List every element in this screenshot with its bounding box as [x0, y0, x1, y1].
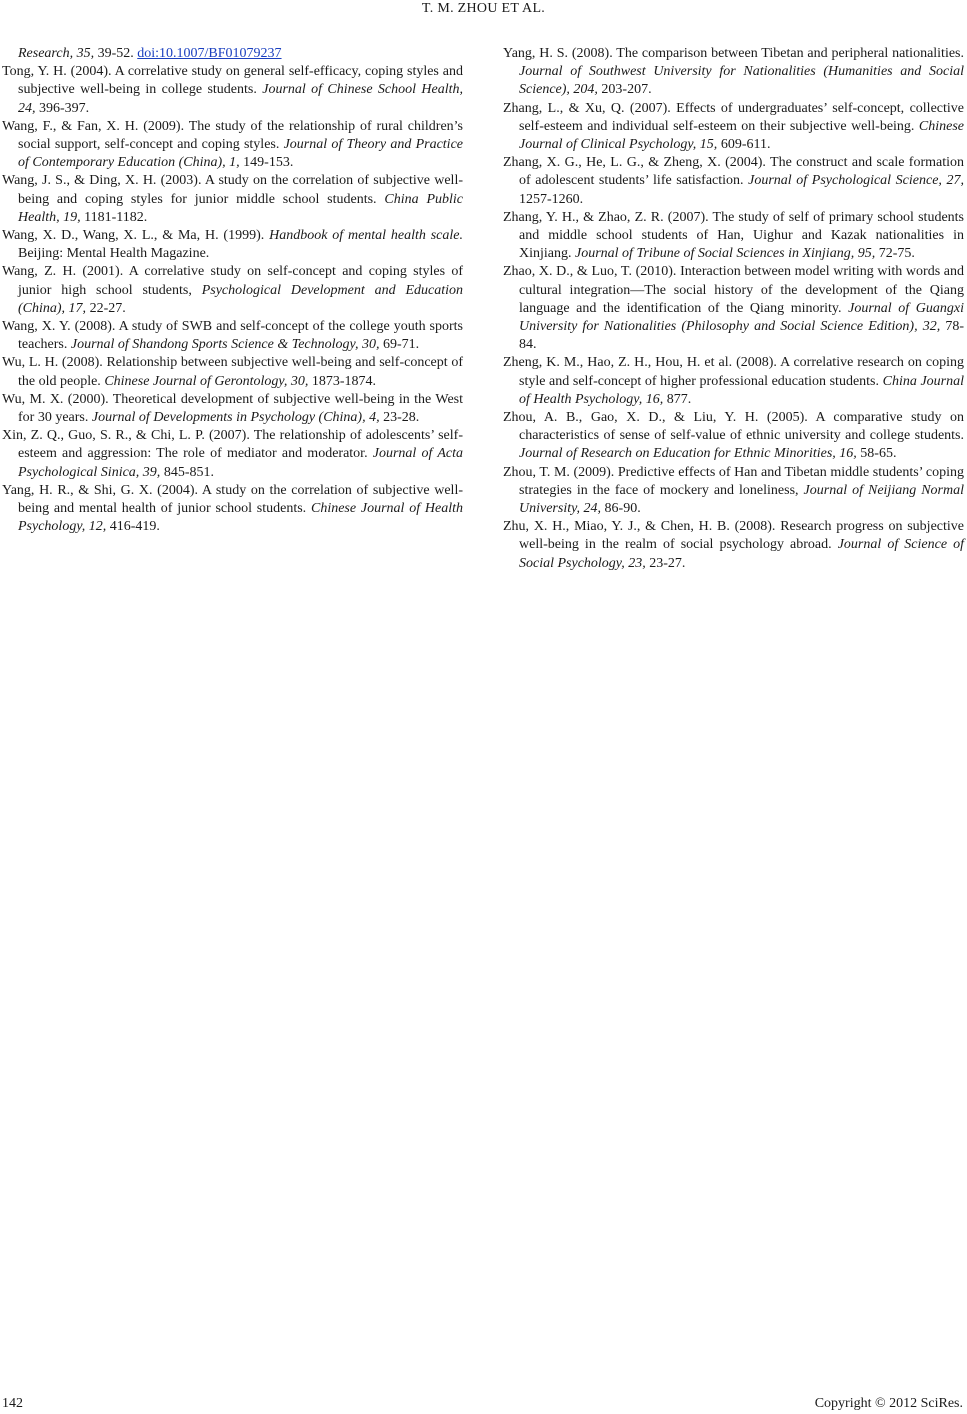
reference-text: Wu, M. X. (2000). Theoretical development of subjective well-being in the West for 30 years. — [2, 391, 463, 426]
reference-entry — [503, 409, 964, 464]
reference-entry — [503, 263, 964, 354]
reference-text: 1181-1182. — [80, 209, 148, 225]
reference-text: 203-207. — [597, 82, 652, 98]
reference-text: 23-27. — [645, 555, 686, 571]
reference-text: 78-84. — [519, 319, 964, 353]
reference-entry — [2, 391, 463, 427]
reference-text: 69-71. — [379, 337, 420, 353]
reference-entry — [2, 63, 463, 118]
reference-entry — [2, 118, 463, 173]
journal-citation: Journal of Tribune of Social Sciences in Xinjiang, 95, — [575, 246, 876, 262]
reference-text: Wang, X. D., Wang, X. L., & Ma, H. (1999). — [2, 228, 270, 244]
journal-citation: Journal of Developments in Psychology (China), 4, — [91, 410, 380, 426]
journal-citation: Chinese Journal of Health Psychology, 12, — [18, 501, 463, 535]
reference-entry — [503, 45, 964, 100]
reference-entry — [2, 263, 463, 318]
reference-text: Wang, Z. H. (2001). A correlative study on self-concept and coping styles of junior high school students, — [2, 264, 463, 298]
journal-citation: Journal of Guangxi University for Nationalities (Philosophy and Social Science Edition), 32, — [519, 300, 965, 335]
journal-citation: Chinese Journal of Gerontology, 30, — [104, 373, 309, 389]
reference-text: Zhang, Y. H., & Zhao, Z. R. (2007). The study of self of primary school students and middle school students of Han, Uighur and Kazak nationalities in Xinjiang. — [503, 209, 964, 262]
reference-text: 845-851. — [160, 464, 214, 480]
reference-entry — [503, 154, 964, 209]
journal-citation: Chinese Journal of Clinical Psychology, 15, — [519, 118, 964, 153]
reference-entry — [2, 227, 463, 263]
running-head: T. M. ZHOU ET AL. — [421, 1, 546, 16]
reference-entry — [503, 464, 964, 519]
reference-entry — [2, 427, 463, 482]
reference-text: Wang, X. Y. (2008). A study of SWB and self-concept of the college youth sports teachers. — [2, 319, 463, 353]
journal-citation: Journal of Southwest University for Nationalities (Humanities and Social Science), 204, — [519, 64, 964, 98]
reference-text: Zhu, X. H., Miao, Y. J., & Chen, H. B. (2008). Research progress on subjective well-being in the realm of social psychology abroad. — [503, 519, 964, 553]
doi-link[interactable]: doi:10.1007/BF01079237 — [137, 46, 282, 61]
journal-citation: Journal of Theory and Practice of Contemporary Education (China), 1, — [18, 137, 463, 171]
journal-citation: Psychological Development and Education (China), 17, — [18, 282, 463, 316]
reference-text: 22-27. — [86, 300, 126, 316]
page-number: 142 — [2, 1396, 23, 1411]
reference-text: Zheng, K. M., Hao, Z. H., Hou, H. et al. (2008). A correlative research on coping style and self-concept of higher professional education students. — [503, 355, 964, 389]
reference-text: Zhao, X. D., & Luo, T. (2010). Interaction between model writing with words and cultural integration—The social history of the development of the Qiang language and the identification of the Qiang minority. — [503, 264, 964, 316]
reference-text: Wang, F., & Fan, X. H. (2009). The study of the relationship of rural children’s social support, self-concept and coping styles. — [2, 118, 463, 153]
reference-text: 149-153. — [239, 155, 294, 171]
reference-text: Xin, Z. Q., Guo, S. R., & Chi, L. P. (2007). The relationship of adolescents’ self-esteem and aggression: The role of mediator and moderator. — [2, 428, 463, 462]
reference-text: Yang, H. S. (2008). The comparison between Tibetan and peripheral nationalities. — [503, 46, 964, 61]
reference-text: 416-419. — [106, 519, 160, 535]
reference-entry — [2, 318, 463, 354]
journal-citation: Journal of Neijiang Normal University, 24, — [519, 482, 965, 517]
reference-text: 396-397. — [35, 100, 90, 116]
references-right-column — [503, 45, 964, 573]
journal-citation: China Public Health, 19, — [18, 191, 463, 225]
reference-text: Zhang, X. G., He, L. G., & Zheng, X. (2004). The construct and scale formation of adolescent students’ life satisfaction. — [503, 155, 964, 189]
journal-citation: Journal of Acta Psychological Sinica, 39, — [18, 446, 463, 480]
reference-entry — [503, 518, 964, 573]
references-left-column — [2, 45, 463, 536]
reference-entry — [2, 172, 463, 227]
reference-text: 72-75. — [875, 246, 915, 262]
reference-text: Beijing: Mental Health Magazine. — [18, 246, 210, 262]
journal-citation: Journal of Chinese School Health, 24, — [18, 82, 464, 116]
copyright-notice: Copyright © 2012 SciRes. — [814, 1396, 963, 1411]
reference-text: Zhou, T. M. (2009). Predictive effects of Han and Tibetan middle students’ coping strategies in the face of mockery and loneliness, — [503, 464, 964, 498]
reference-text: 58-65. — [856, 446, 897, 462]
reference-entry — [2, 45, 463, 63]
reference-text: 23-28. — [379, 410, 420, 426]
reference-text: 39-52. — [94, 46, 138, 61]
reference-text: Tong, Y. H. (2004). A correlative study on general self-efficacy, coping styles and subjective well-being in college students. — [2, 64, 463, 98]
journal-citation: Research, 35, — [18, 46, 95, 61]
journal-citation: Journal of Research on Education for Ethnic Minorities, 16, — [519, 446, 857, 462]
reference-text: Zhang, L., & Xu, Q. (2007). Effects of undergraduates’ self-concept, collective self-esteem and individual self-esteem on their subjective well-being. — [503, 100, 964, 134]
reference-text: 1257-1260. — [519, 191, 584, 207]
journal-citation: China Journal of Health Psychology, 16, — [519, 373, 964, 407]
reference-text: 86-90. — [601, 501, 641, 517]
journal-citation: Journal of Science of Social Psychology, 23, — [519, 537, 964, 571]
reference-text: 609-611. — [717, 137, 771, 153]
reference-entry — [503, 100, 964, 155]
journal-citation: Handbook of mental health scale. — [269, 228, 463, 244]
journal-citation: Journal of Psychological Science, 27, — [748, 173, 965, 189]
reference-text: 877. — [663, 391, 692, 407]
journal-citation: Journal of Shandong Sports Science & Technology, 30, — [70, 337, 380, 353]
reference-text: 1873-1874. — [308, 373, 377, 389]
reference-text: Zhou, A. B., Gao, X. D., & Liu, Y. H. (2005). A comparative study on characteristics of sense of self-value of ethnic university and college students. — [503, 410, 964, 444]
reference-entry — [2, 354, 463, 390]
reference-entry — [2, 482, 463, 537]
reference-text: Wang, J. S., & Ding, X. H. (2003). A study on the correlation of subjective well-being and coping styles for junior middle school students. — [2, 173, 463, 207]
reference-text: Yang, H. R., & Shi, G. X. (2004). A study on the correlation of subjective well-being and mental health of junior school students. — [2, 482, 463, 517]
reference-entry — [503, 354, 964, 409]
reference-text: Wu, L. H. (2008). Relationship between subjective well-being and self-concept of the old people. — [2, 355, 463, 389]
reference-entry — [503, 209, 964, 264]
